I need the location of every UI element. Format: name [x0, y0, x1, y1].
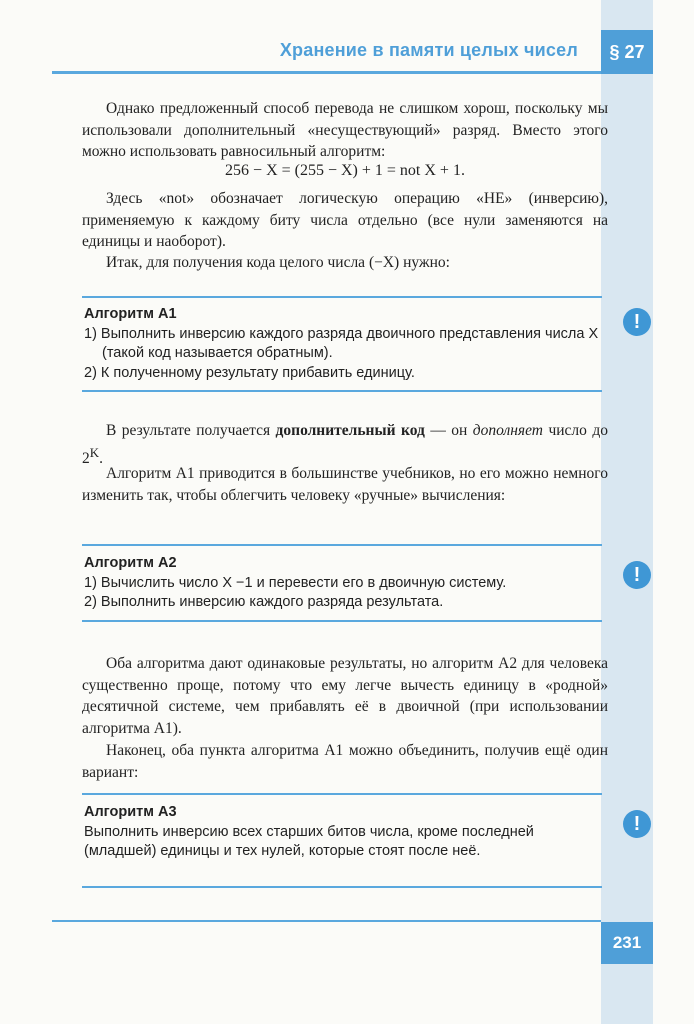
para4-end: число до 2	[82, 422, 608, 467]
paragraph-6: Оба алгоритма дают одинаковые результаты, но алгоритм А2 для человека существенно проще, потому что ему легче вычесть единицу в «родной» десятичной системе, чем прибавлять её в двоичной (при использовании алгоритма А1).	[82, 655, 608, 737]
page-header-title: Хранение в памяти целых чисел	[279, 40, 578, 60]
algorithm-a1	[84, 305, 604, 383]
para4-exponent: K	[89, 444, 100, 460]
formula: 256 − X = (255 − X) + 1 = not X + 1.	[225, 162, 465, 179]
paragraph-1: Однако предложенный способ перевода не слишком хорош, поскольку мы использовали дополнительный «несуществующий» разряд. Вместо этого можно использовать равносильный алгоритм:	[82, 100, 608, 160]
algo1-bottom-rule	[82, 390, 602, 392]
side-margin-band	[601, 0, 653, 1024]
term-additional-code: дополнительный код	[275, 422, 425, 439]
algo3-text: Выполнить инверсию всех старших битов числа, кроме последней (младшей) единицы и тех нулей, которые стоят после неё.	[84, 823, 534, 859]
section-number-tab: § 27	[601, 30, 653, 74]
exclamation-note-icon: !	[623, 308, 651, 336]
exclamation-note-icon: !	[623, 561, 651, 589]
algo3-bottom-rule	[82, 886, 602, 888]
algo2-step-2: 2) Выполнить инверсию каждого разряда результата.	[84, 594, 444, 610]
algo1-step-1: 1) Выполнить инверсию каждого разряда двоичного представления числа X (такой код называется обратным).	[84, 325, 599, 361]
para4-italic: дополняет	[472, 422, 543, 439]
footer-rule	[52, 920, 601, 922]
algorithm-a3	[84, 803, 604, 862]
algo1-top-rule	[82, 296, 602, 298]
algo2-title: Алгоритм А2	[84, 555, 177, 571]
algo2-bottom-rule	[82, 620, 602, 622]
header-rule	[52, 71, 601, 74]
para4-mid: — он	[424, 422, 473, 439]
algo2-step-1: 1) Вычислить число X −1 и перевести его в двоичную систему.	[84, 574, 507, 591]
algo1-step-2: 2) К полученному результату прибавить единицу.	[84, 364, 415, 381]
exclamation-note-icon: !	[623, 810, 651, 838]
para4-start: В результате получается	[106, 422, 276, 439]
paragraph-2: Здесь «not» обозначает логическую операцию «НЕ» (инверсию), применяемую к каждому биту числа отдельно (все нули заменяются на единицы и наоборот).	[82, 190, 608, 250]
paragraph-3: Итак, для получения кода целого числа (−X) нужно:	[106, 254, 450, 271]
paragraph-7: Наконец, оба пункта алгоритма А1 можно объединить, получив ещё один вариант:	[82, 742, 608, 781]
paragraph-4	[82, 420, 608, 469]
algo3-title: Алгоритм А3	[84, 804, 177, 820]
page-number: 231	[601, 922, 653, 964]
paragraph-5: Алгоритм А1 приводится в большинстве учебников, но его можно немного изменить так, чтобы облегчить человеку «ручные» вычисления:	[82, 465, 608, 504]
algo2-top-rule	[82, 544, 602, 546]
algo1-title: Алгоритм А1	[84, 306, 177, 322]
algo3-top-rule	[82, 793, 602, 795]
algorithm-a2	[84, 554, 604, 613]
para4-tail: .	[99, 449, 103, 467]
